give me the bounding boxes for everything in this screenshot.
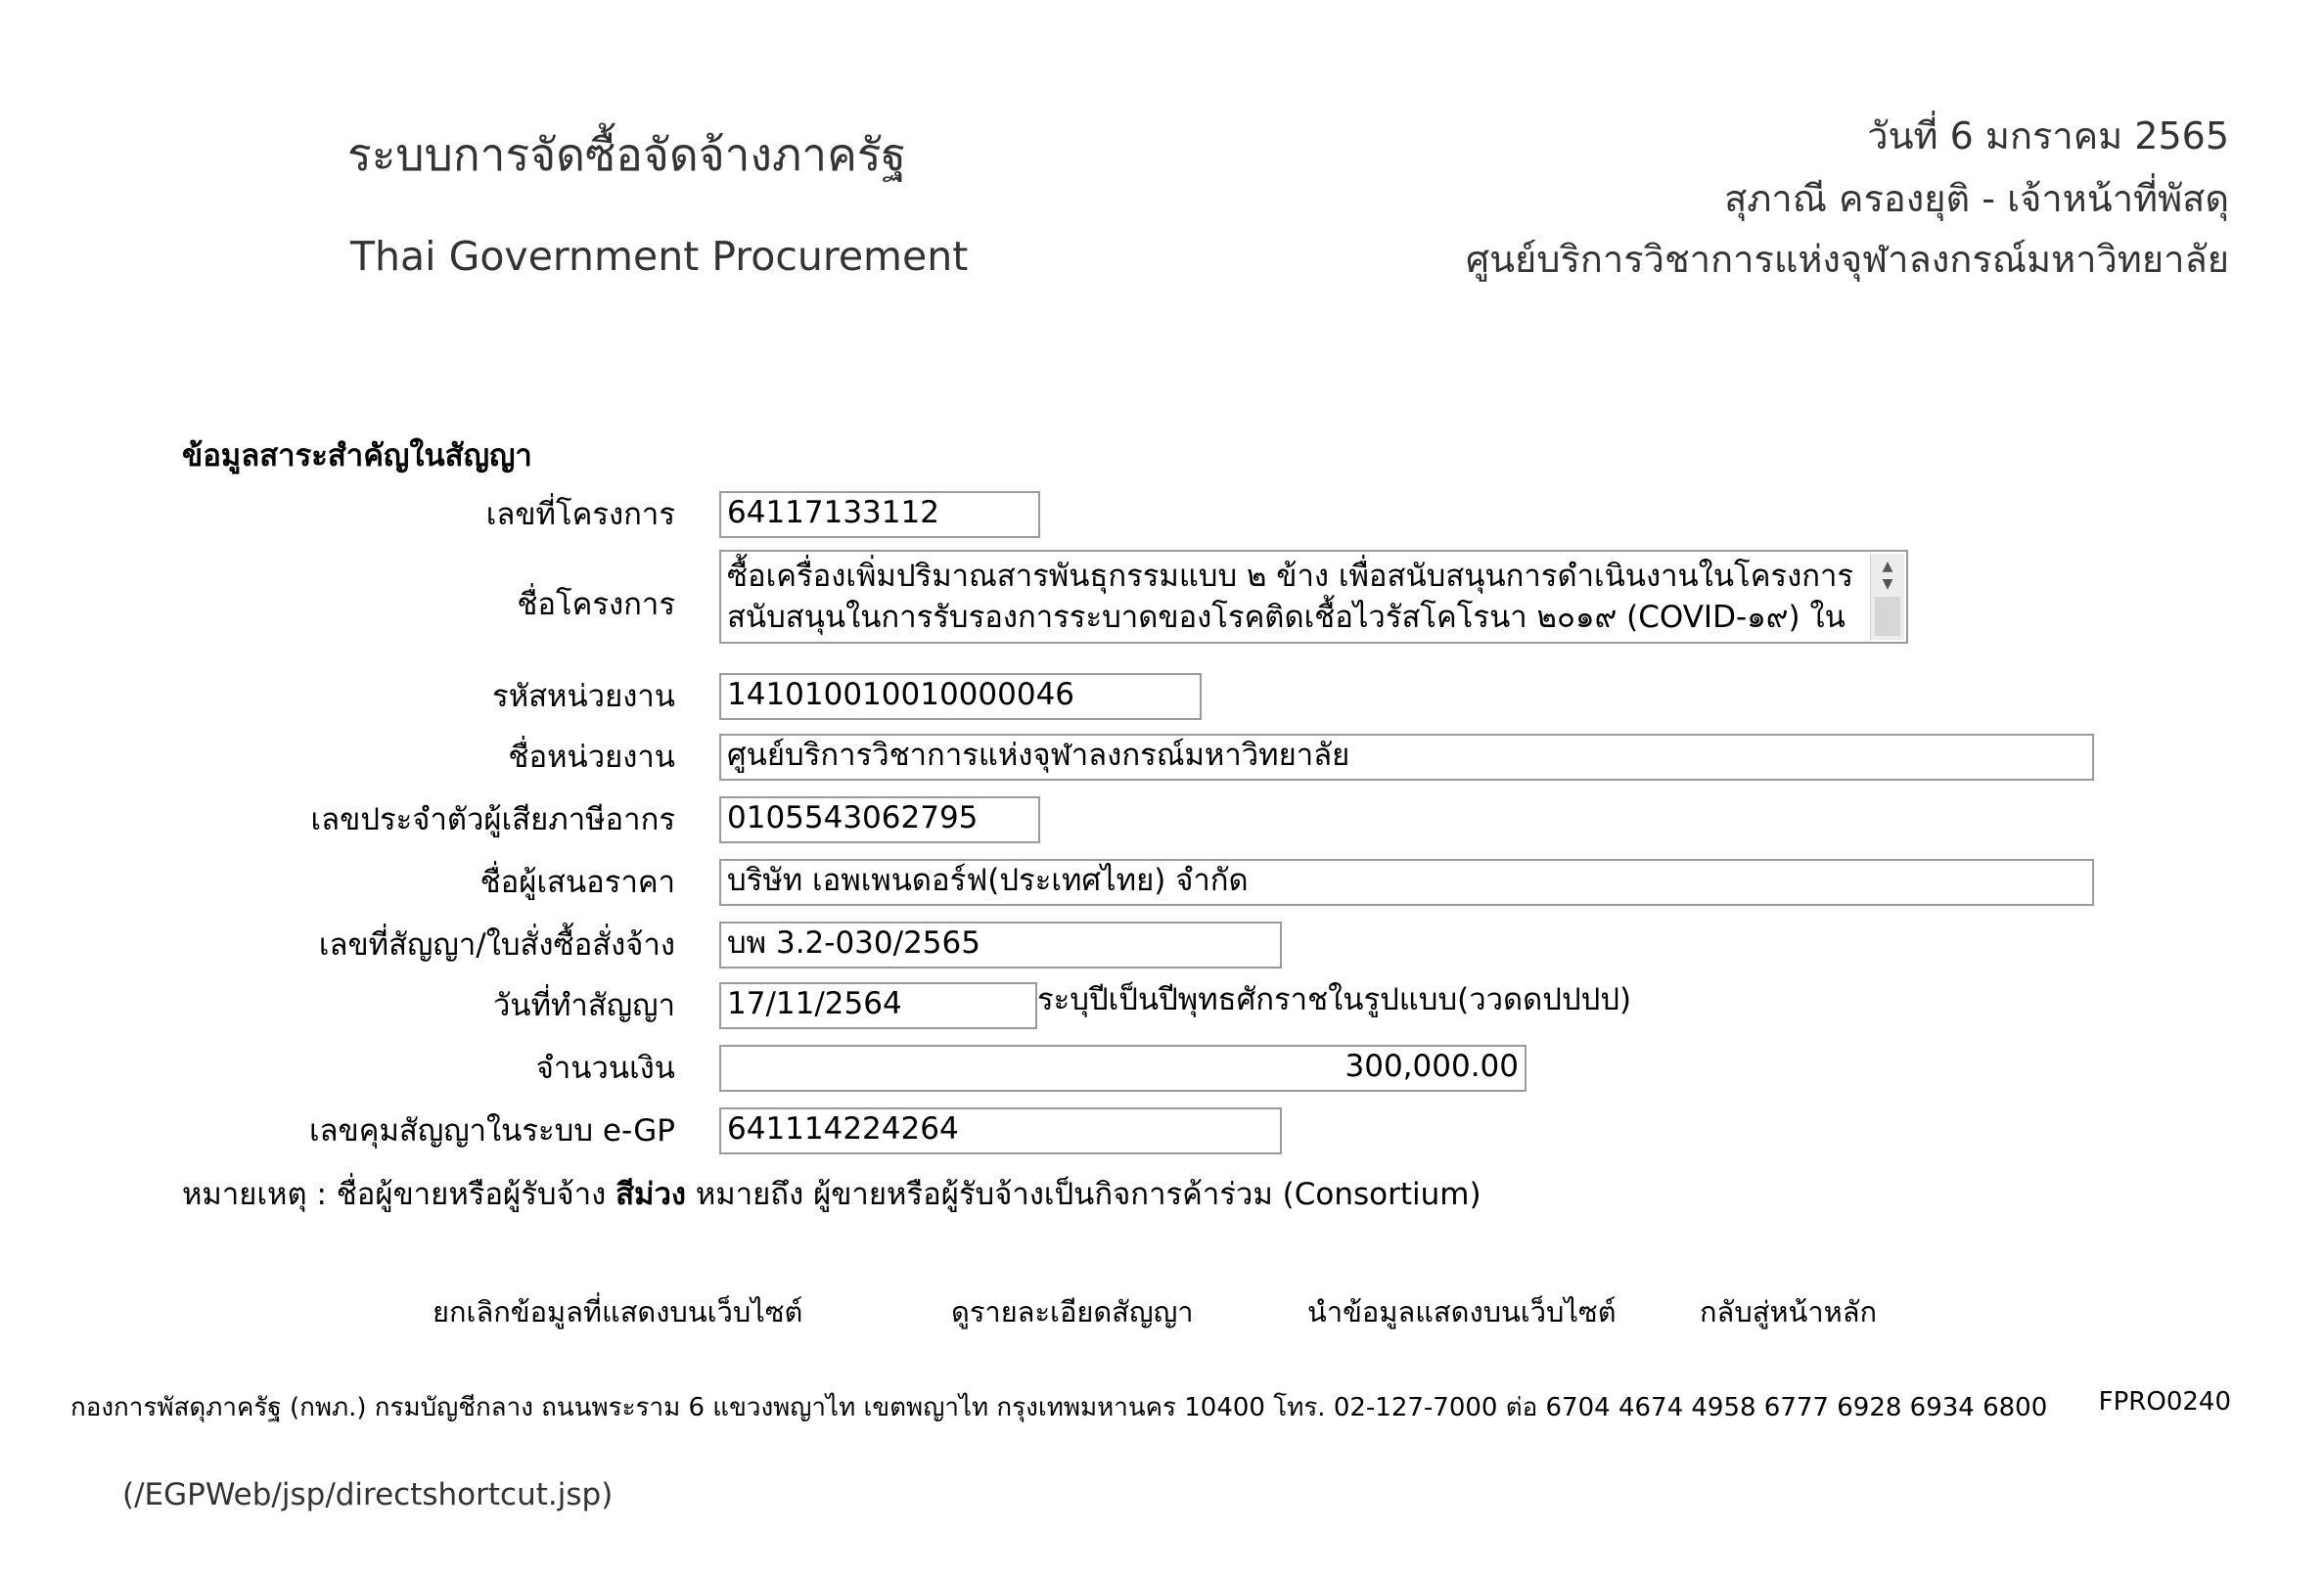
contract-no-field[interactable]: บพ 3.2-030/2565	[719, 922, 1282, 969]
user-name-role: สุภาณี ครองยุติ - เจ้าหน้าที่พัสดุ	[1724, 177, 2229, 220]
bidder-name-field[interactable]: บริษัท เอพเพนดอร์ฟ(ประเทศไทย) จำกัด	[719, 859, 2094, 906]
consortium-note	[182, 1169, 1481, 1218]
textarea-scrollbar[interactable]	[1870, 554, 1904, 640]
egp-no-label: เลขคุมสัญญาในระบบ e-GP	[308, 1113, 675, 1149]
cancel-display-link[interactable]: ยกเลิกข้อมูลที่แสดงบนเว็บไซต์	[433, 1295, 803, 1329]
scroll-up-icon[interactable]: ▲	[1882, 559, 1893, 574]
section-title: ข้อมูลสาระสำคัญในสัญญา	[182, 438, 532, 473]
project-no-label: เลขที่โครงการ	[485, 497, 675, 532]
view-contract-link[interactable]: ดูรายละเอียดสัญญา	[951, 1295, 1194, 1329]
footer-address: กองการพัสดุภาครัฐ (กพภ.) กรมบัญชีกลาง ถนนพระราม 6 แขวงพญาไท เขตพญาไท กรุงเทพมหานคร 10400 โทร. 02-127-7000 ต่อ 6704 4674 4958 6777 6928 6934 6800	[70, 1393, 2048, 1422]
dept-name-label: ชื่อหน่วยงาน	[508, 740, 675, 775]
back-home-link[interactable]: กลับสู่หน้าหลัก	[1700, 1295, 1878, 1329]
bidder-name-label: ชื่อผู้เสนอราคา	[479, 865, 675, 900]
contract-no-label: เลขที่สัญญา/ใบสั่งซื้อสั่งจ้าง	[318, 927, 675, 963]
project-name-textarea[interactable]	[719, 550, 1908, 644]
project-no-field[interactable]: 64117133112	[719, 491, 1040, 538]
note-prefix: หมายเหตุ : ชื่อผู้ขายหรือผู้รับจ้าง	[182, 1177, 616, 1212]
system-title-english: Thai Government Procurement	[350, 233, 969, 280]
tax-id-label: เลขประจำตัวผู้เสียภาษีอากร	[310, 802, 675, 837]
contract-date-label: วันที่ทำสัญญา	[492, 988, 675, 1023]
project-name-text	[727, 556, 1865, 638]
contract-date-hint: ระบุปีเป็นปีพุทธศักราชในรูปแบบ(ววดดปปปป)	[1037, 982, 1632, 1017]
page-path: (/EGPWeb/jsp/directshortcut.jsp)	[122, 1477, 614, 1512]
dept-name-field[interactable]: ศูนย์บริการวิชาการแห่งจุฬาลงกรณ์มหาวิทยาลัย	[719, 734, 2094, 781]
tax-id-field[interactable]: 0105543062795	[719, 796, 1040, 843]
amount-label: จำนวนเงิน	[535, 1051, 675, 1086]
user-organization: ศูนย์บริการวิชาการแห่งจุฬาลงกรณ์มหาวิทยาลัย	[1465, 238, 2229, 281]
project-name-label: ชื่อโครงการ	[517, 587, 675, 622]
page-code: FPRO0240	[2098, 1387, 2231, 1417]
current-date: วันที่ 6 มกราคม 2565	[1867, 114, 2229, 158]
scroll-thumb[interactable]	[1875, 597, 1900, 636]
project-name-line-2: สนับสนุนในการรับรองการระบาดของโรคติดเชื้อไวรัสโคโรนา ๒๐๑๙ (COVID-๑๙) ใน	[727, 600, 1846, 635]
contract-date-field[interactable]: 17/11/2564	[719, 982, 1037, 1029]
scroll-down-icon[interactable]: ▼	[1882, 576, 1893, 592]
egp-no-field[interactable]: 641114224264	[719, 1107, 1282, 1154]
dept-code-label: รหัสหน่วยงาน	[492, 679, 675, 714]
system-title-thai: ระบบการจัดซื้อจัดจ้างภาครัฐ	[347, 128, 906, 181]
note-highlight: สีม่วง	[615, 1177, 687, 1212]
note-suffix: หมายถึง ผู้ขายหรือผู้รับจ้างเป็นกิจการค้าร่วม (Consortium)	[686, 1177, 1481, 1212]
project-name-line-1: ซื้อเครื่องเพิ่มปริมาณสารพันธุกรรมแบบ ๒ ข้าง เพื่อสนับสนุนการดำเนินงานในโครงการ	[727, 559, 1854, 594]
publish-link[interactable]: นำข้อมูลแสดงบนเว็บไซต์	[1307, 1295, 1617, 1329]
dept-code-field[interactable]: 141010010010000046	[719, 673, 1202, 720]
amount-field[interactable]: 300,000.00	[719, 1045, 1527, 1092]
